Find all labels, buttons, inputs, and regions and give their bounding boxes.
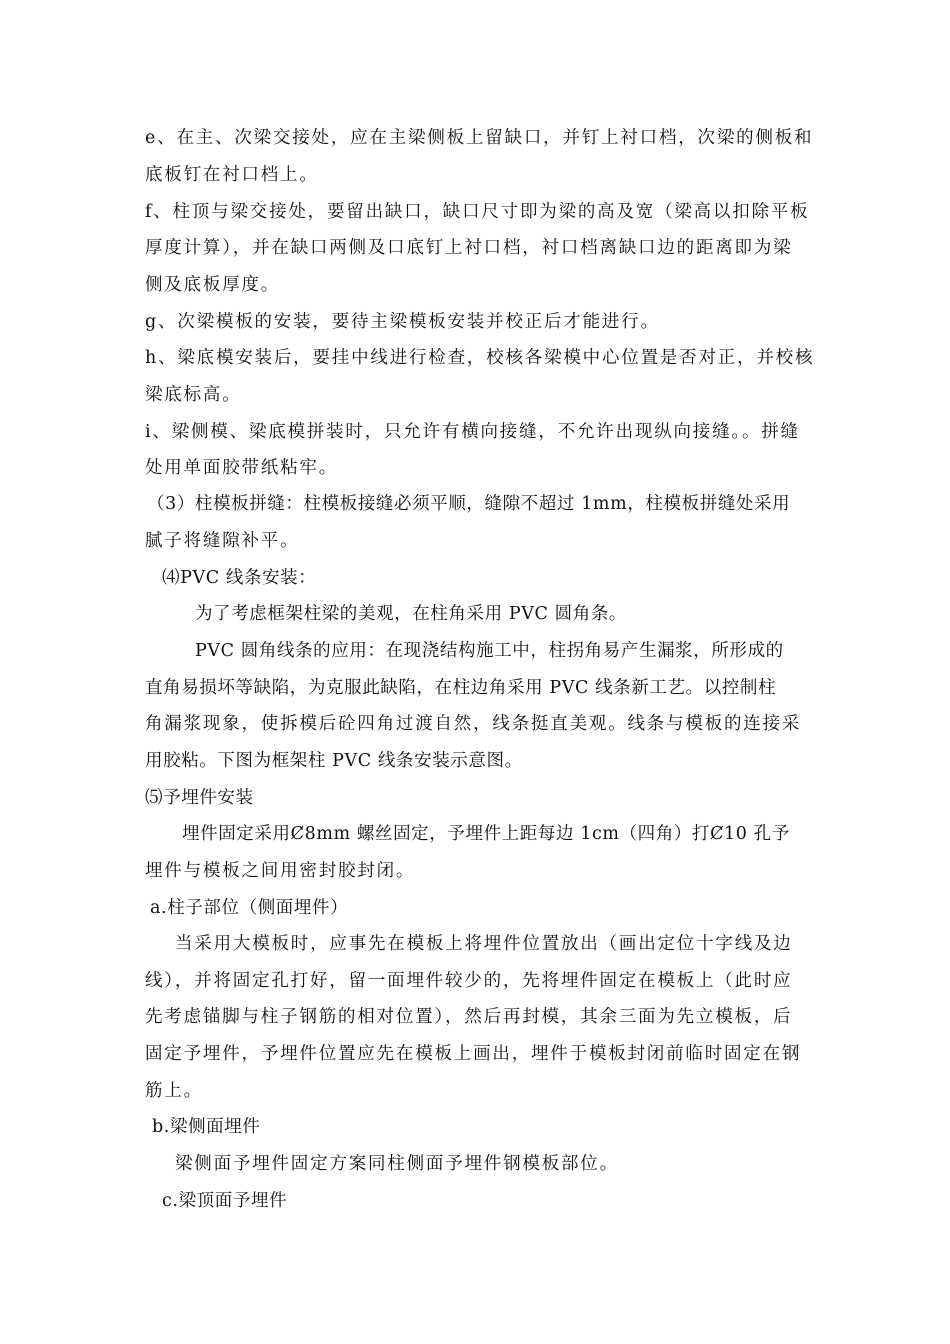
- para-a-line-4: 固定予埋件，予埋件位置应先在模板上画出，埋件于模板封闭前临时固定在钢: [145, 1044, 802, 1064]
- para-a-line-2: 线），并将固定孔打好，留一面埋件较少的，先将埋件固定在模板上（此时应: [145, 971, 793, 991]
- subsection-c-heading: c.梁顶面予埋件: [162, 1191, 288, 1211]
- para-g-line-1: g、次梁模板的安装，要待主梁模板安装并校正后才能进行。: [145, 312, 660, 332]
- para-f-line-1: f、柱顶与梁交接处，要留出缺口，缺口尺寸即为梁的高及宽（梁高以扣除平板: [145, 202, 810, 222]
- para-3-line-2: 腻子将缝隙补平。: [145, 531, 300, 551]
- para-a-line-3: 先考虑锚脚与柱子钢筋的相对位置），然后再封模，其余三面为先立模板，后: [145, 1007, 793, 1027]
- para-4b-line-4: 用胶粘。下图为框架柱 PVC 线条安装示意图。: [145, 751, 523, 771]
- para-4b-line-2: 直角易损坏等缺陷，为克服此缺陷，在柱边角采用 PVC 线条新工艺。以控制柱: [145, 678, 777, 698]
- para-h-line-1: h、梁底模安装后，要挂中线进行检查，校核各梁模中心位置是否对正，并校核: [145, 348, 815, 368]
- subsection-a-heading: a.柱子部位（侧面埋件）: [150, 898, 349, 918]
- para-a-line-5: 筋上。: [145, 1081, 203, 1101]
- section-5-heading: ⑸予埋件安装: [145, 788, 254, 808]
- para-e-line-1: e、在主、次梁交接处，应在主梁侧板上留缺口，并钉上衬口档，次梁的侧板和: [145, 128, 814, 148]
- para-4b-line-3: 角漏浆现象，使拆模后砼四角过渡自然，线条挺直美观。线条与模板的连接采: [145, 714, 802, 734]
- subsection-b-heading: b.梁侧面埋件: [152, 1117, 261, 1137]
- para-f-line-2: 厚度计算），并在缺口两侧及口底钉上衬口档，衬口档离缺口边的距离即为梁: [145, 238, 793, 258]
- para-e-line-2: 底板钉在衬口档上。: [145, 165, 319, 185]
- para-4b-line-1: PVC 圆角线条的应用：在现浇结构施工中，柱拐角易产生漏浆，所形成的: [195, 641, 784, 661]
- para-f-line-3: 侧及底板厚度。: [145, 275, 281, 295]
- para-4-line-1: 为了考虑框架柱梁的美观，在柱角采用 PVC 圆角条。: [195, 604, 628, 624]
- para-i-line-1: i、梁侧模、梁底模拼装时，只允许有横向接缝，不允许出现纵向接缝。。拼缝: [145, 422, 800, 442]
- para-5-line-1: 埋件固定采用Ȼ8mm 螺丝固定，予埋件上距每边 1cm（四角）打Ȼ10 孔予: [182, 824, 790, 844]
- para-i-line-2: 处用单面胶带纸粘牢。: [145, 458, 338, 478]
- para-a-line-1: 当采用大模板时，应事先在模板上将埋件位置放出（画出定位十字线及边: [175, 934, 793, 954]
- section-4-heading: ⑷PVC 线条安装：: [162, 568, 317, 588]
- para-5-line-2: 埋件与模板之间用密封胶封闭。: [145, 861, 416, 881]
- para-3-line-1: （3）柱模板拼缝：柱模板接缝必须平顺，缝隙不超过 1mm，柱模板拼缝处采用: [147, 494, 791, 514]
- para-h-line-2: 梁底标高。: [145, 385, 242, 405]
- para-b-line-1: 梁侧面予埋件固定方案同柱侧面予埋件钢模板部位。: [175, 1154, 619, 1174]
